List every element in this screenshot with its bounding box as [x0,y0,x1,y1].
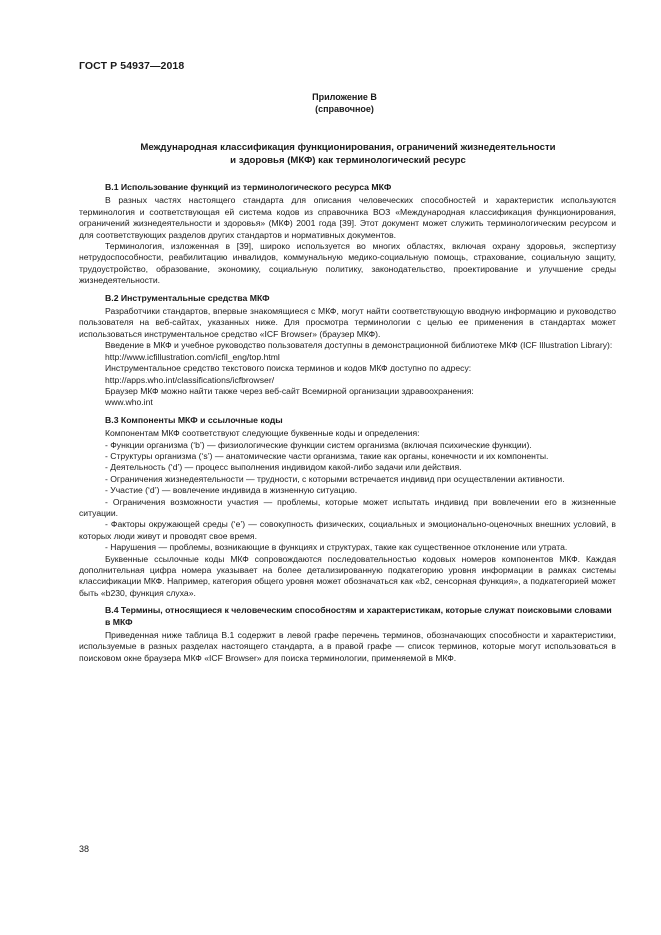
paragraph: Приведенная ниже таблица В.1 содержит в левой графе перечень терминов, обозначающих способности и характеристики, используемые в разных разделах настоящего стандарта, а в правой графе — список терминов, которые могут использоваться в поисковом окне браузера МКФ «ICF Browser» для поиска терминологии, применяемой в МКФ. [79,630,616,663]
list-item: - Нарушения — проблемы, возникающие в функциях и структурах, такие как существенное отклонение или утрата. [105,542,568,553]
paragraph: Инструментальное средство текстового поиска терминов и кодов МКФ доступно по адресу: [105,363,472,374]
section-heading-b4: В.4 Термины, относящиеся к человеческим способностям и характеристикам, которые служат поисковыми словами в МКФ [105,605,612,627]
main-title-line1: Международная классификация функционирования, ограничений жизнедеятельности [140,142,556,153]
list-item: - Ограничения жизнедеятельности — трудности, с которыми встречается индивид при осуществлении активности. [105,473,565,484]
list-item: - Ограничения возможности участия — проблемы, которые может испытать индивид при вовлечении его в жизненные ситуации. [79,496,616,518]
document-body [79,182,616,664]
main-title [88,142,608,167]
list-item: - Участие (‘d’) — вовлечение индивида в жизненную ситуацию. [105,485,358,496]
paragraph: Разработчики стандартов, впервые знакомящиеся с МКФ, могут найти соответствующую вводную информацию и руководство пользователя на веб-сайтах, указанных ниже. Для просмотра терминологии с целью ее применения в стандартах может использоваться инструментальное средство «ICF Browser» (браузер МКФ). [79,306,616,339]
list-item: - Деятельность (‘d’) — процесс выполнения индивидом какой-либо задачи или действия. [105,462,462,473]
paragraph: Терминология, изложенная в [39], широко используется во многих областях, включая охрану здоровья, экспертизу нетрудоспособности, реабилитацию инвалидов, коммунальную медико-социальную помощь, страхование, социальную защиту, трудоустройство, образование, экономику, социальную политику, законодательство, проектирование и улучшение среды жизнедеятельности. [79,241,616,286]
paragraph: В разных частях настоящего стандарта для описания человеческих способностей и характеристик используются терминология и соответствующая ей система кодов из справочника ВОЗ «Международная классификация функционирования, ограничений жизнедеятельности и здоровья» (МКФ) 2001 года [39]. Этот документ может служить терминологическим ресурсом и для соответствующих разделов других стандартов и нормативных документов. [79,195,616,240]
paragraph: Буквенные ссылочные коды МКФ сопровождаются последовательностью кодовых номеров компонентов МКФ. Каждая дополнительная цифра номера указывает на более детализированную подкатегорию уровня информации в рамках системы классификации МКФ. Например, категория общего уровня может обозначаться как «b2, сенсорная функция», а подкатегорией может быть «b230, функция слуха». [79,553,616,598]
annex-label [0,91,661,115]
list-item: - Функции организма (‘b’) — физиологические функции систем организма (включая психические функции). [105,439,532,450]
paragraph: Браузер МКФ можно найти также через веб-сайт Всемирной организации здравоохранения: [105,385,474,396]
list-item: - Структуры организма (‘s’) — анатомические части организма, такие как органы, конечности и их компоненты. [105,450,549,461]
standard-header: ГОСТ Р 54937—2018 [79,60,185,72]
main-title-line2: и здоровья (МКФ) как терминологический ресурс [230,154,466,166]
section-heading-b1: В.1 Использование функций из терминологического ресурса МКФ [105,182,392,192]
paragraph: Компонентам МКФ соответствуют следующие буквенные коды и определения: [105,428,420,439]
paragraph: Введение в МКФ и учебное руководство пользователя доступны в демонстрационной библиотеке МКФ (ICF Illustration Library): [105,340,613,351]
section-heading-b3: В.3 Компоненты МКФ и ссылочные коды [105,414,283,425]
annex-type: (справочное) [315,104,374,114]
url-link[interactable]: www.who.int [105,397,153,408]
list-item: - Факторы окружающей среды (‘e’) — совокупность физических, социальных и эмоционально-оценочных внешних условий, в которых люди живут и проводят свое время. [79,519,616,541]
section-heading-b2: В.2 Инструментальные средства МКФ [105,292,270,303]
page-number: 38 [79,844,90,854]
annex-title: Приложение В [312,92,377,102]
url-link[interactable]: http://www.icfillustration.com/icfil_eng/top.html [105,351,280,362]
url-link[interactable]: http://apps.who.int/classifications/icfbrowser/ [105,374,275,385]
